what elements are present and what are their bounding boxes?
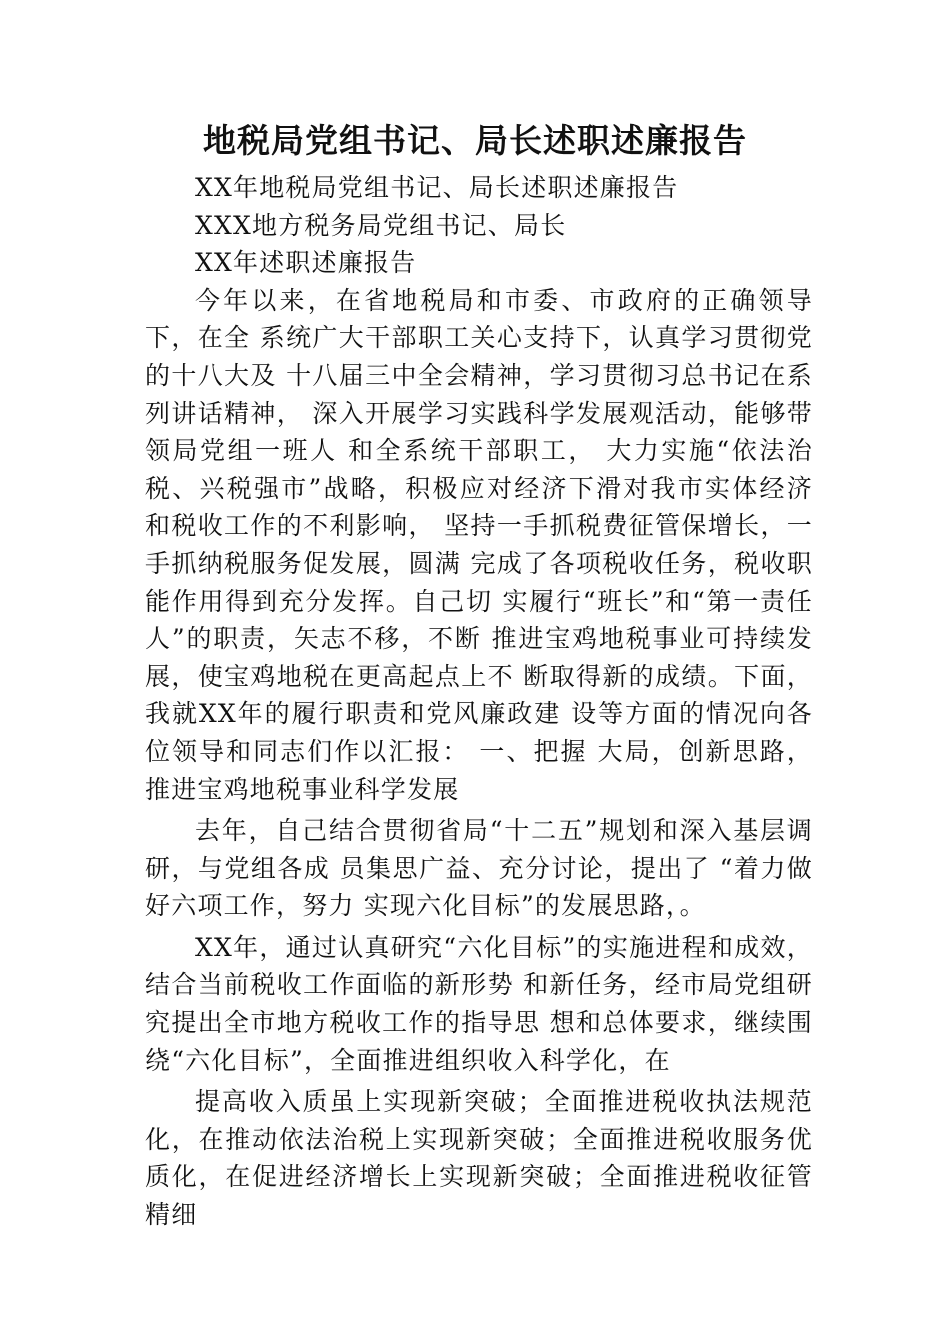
body-paragraph: 去年，自己结合贯彻省局“十二五”规划和深入基层调研，与党组各成 员集思广益、充分讨论，提出了 “着力做好六项工作，努力 实现六化目标”的发展思路，。 bbox=[145, 816, 813, 921]
document-body bbox=[145, 169, 813, 1234]
document-title: 地税局党组书记、局长述职述廉报告 bbox=[203, 121, 747, 160]
subtitle-line-3: XX年述职述廉报告 bbox=[195, 248, 417, 278]
subtitle-line-2: XXX地方税务局党组书记、局长 bbox=[195, 210, 567, 240]
body-paragraph: 提高收入质虽上实现新突破；全面推进税收执法规范化，在推动依法治税上实现新突破；全面推进税收服务优质化，在促进经济增长上实现新突破；全面推进税收征管精细 bbox=[145, 1087, 813, 1230]
body-paragraph: 今年以来，在省地税局和市委、市政府的正确领导下，在全 系统广大干部职工关心支持下，认真学习贯彻党的十八大及 十八届三中全会精神，学习贯彻习总书记在系列讲话精神， 深入开展学习实践科学发展观活动，能够带领局党组一班人 和全系统干部职工， 大力实施“依法治税、兴税强市”战略，积极应对经济下滑对我市实体经济和税收工作的不利影响， 坚持一手抓税费征管保增长，一手抓纳税服务促发展，圆满 完成了各项税收任务，税收职能作用得到充分发挥。自己切 实履行“班长”和“第一责任人”的职责，矢志不移，不断 推进宝鸡地税事业可持续发展，使宝鸡地税在更高起点上不 断取得新的成绩。下面，我就XX年的履行职责和党风廉政建 设等方面的情况向各位领导和同志们作以汇报： 一、把握 大局，创新思路，推进宝鸡地税事业科学发展 bbox=[145, 285, 813, 804]
subtitle-line-1: XX年地税局党组书记、局长述职述廉报告 bbox=[195, 173, 679, 202]
body-paragraph: XX年，通过认真研究“六化目标”的实施进程和成效，结合当前税收工作面临的新形势 和新任务，经市局党组研究提出全市地方税收工作的指导思 想和总体要求，继续围绕“六化目标”，全面推进组织收入科学化，在 bbox=[145, 932, 813, 1075]
